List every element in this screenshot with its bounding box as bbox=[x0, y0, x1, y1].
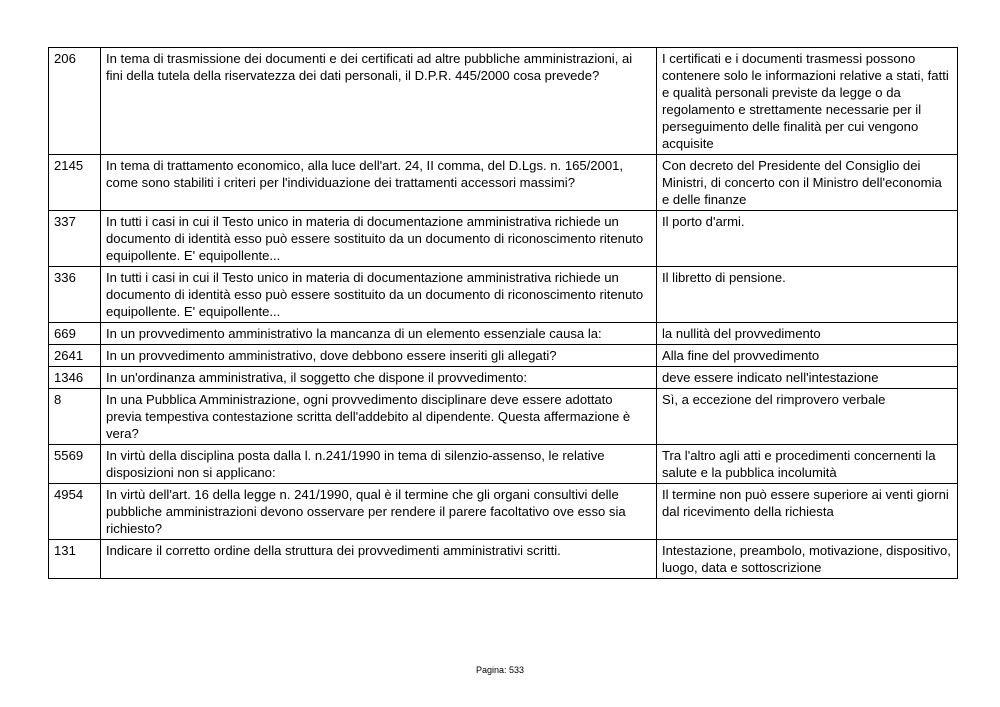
question-number: 2145 bbox=[49, 155, 101, 211]
answer-text: deve essere indicato nell'intestazione bbox=[657, 367, 958, 389]
question-text: In virtù dell'art. 16 della legge n. 241/1990, qual è il termine che gli organi consultivi delle pubbliche amministrazioni devono osservare per rendere il parere facoltativo ove esso sia richiesto? bbox=[101, 484, 657, 540]
question-number: 337 bbox=[49, 211, 101, 267]
answer-text: Il porto d'armi. bbox=[657, 211, 958, 267]
answer-text: Il termine non può essere superiore ai venti giorni dal ricevimento della richiesta bbox=[657, 484, 958, 540]
answer-text: Il libretto di pensione. bbox=[657, 267, 958, 323]
question-text: In un'ordinanza amministrativa, il soggetto che dispone il provvedimento: bbox=[101, 367, 657, 389]
answer-text: Sì, a eccezione del rimprovero verbale bbox=[657, 389, 958, 445]
question-text: Indicare il corretto ordine della struttura dei provvedimenti amministrativi scritti. bbox=[101, 540, 657, 579]
table-row bbox=[49, 540, 958, 579]
table-row bbox=[49, 345, 958, 367]
table-row bbox=[49, 323, 958, 345]
answer-text: Intestazione, preambolo, motivazione, dispositivo, luogo, data e sottoscrizione bbox=[657, 540, 958, 579]
question-text: In tema di trattamento economico, alla luce dell'art. 24, II comma, del D.Lgs. n. 165/2001, come sono stabiliti i criteri per l'individuazione dei trattamenti accessori massimi? bbox=[101, 155, 657, 211]
table-row bbox=[49, 267, 958, 323]
question-number: 1346 bbox=[49, 367, 101, 389]
table-row bbox=[49, 445, 958, 484]
question-number: 2641 bbox=[49, 345, 101, 367]
question-text: In una Pubblica Amministrazione, ogni provvedimento disciplinare deve essere adottato previa tempestiva contestazione scritta dell'addebito al dipendente. Questa affermazione è vera? bbox=[101, 389, 657, 445]
question-number: 206 bbox=[49, 48, 101, 155]
question-number: 4954 bbox=[49, 484, 101, 540]
answer-text: Con decreto del Presidente del Consiglio dei Ministri, di concerto con il Ministro dell'economia e delle finanze bbox=[657, 155, 958, 211]
table-row bbox=[49, 367, 958, 389]
question-text: In tema di trasmissione dei documenti e dei certificati ad altre pubbliche amministrazioni, ai fini della tutela della riservatezza dei dati personali, il D.P.R. 445/2000 cosa prevede? bbox=[101, 48, 657, 155]
question-text: In tutti i casi in cui il Testo unico in materia di documentazione amministrativa richiede un documento di identità esso può essere sostituito da un documento di riconoscimento ritenuto equipollente. E' equipollente... bbox=[101, 267, 657, 323]
question-number: 336 bbox=[49, 267, 101, 323]
page-number: Pagina: 533 bbox=[475, 665, 525, 675]
question-text: In virtù della disciplina posta dalla l. n.241/1990 in tema di silenzio-assenso, le relative disposizioni non si applicano: bbox=[101, 445, 657, 484]
table-row bbox=[49, 484, 958, 540]
answer-text: Alla fine del provvedimento bbox=[657, 345, 958, 367]
question-number: 131 bbox=[49, 540, 101, 579]
question-number: 5569 bbox=[49, 445, 101, 484]
question-text: In un provvedimento amministrativo, dove debbono essere inseriti gli allegati? bbox=[101, 345, 657, 367]
table-row bbox=[49, 48, 958, 155]
table-row bbox=[49, 155, 958, 211]
table-row bbox=[49, 211, 958, 267]
question-number: 669 bbox=[49, 323, 101, 345]
table-row bbox=[49, 389, 958, 445]
question-number: 8 bbox=[49, 389, 101, 445]
answer-text: I certificati e i documenti trasmessi possono contenere solo le informazioni relative a stati, fatti e qualità personali previste da legge o da regolamento e strettamente necessarie per il perseguimento delle finalità per cui vengono acquisite bbox=[657, 48, 958, 155]
question-table bbox=[48, 47, 958, 579]
question-table-body bbox=[49, 48, 958, 579]
page-footer bbox=[0, 665, 1000, 675]
question-text: In tutti i casi in cui il Testo unico in materia di documentazione amministrativa richiede un documento di identità esso può essere sostituito da un documento di riconoscimento ritenuto equipollente. E' equipollente... bbox=[101, 211, 657, 267]
answer-text: Tra l'altro agli atti e procedimenti concernenti la salute e la pubblica incolumità bbox=[657, 445, 958, 484]
question-text: In un provvedimento amministrativo la mancanza di un elemento essenziale causa la: bbox=[101, 323, 657, 345]
answer-text: la nullità del provvedimento bbox=[657, 323, 958, 345]
